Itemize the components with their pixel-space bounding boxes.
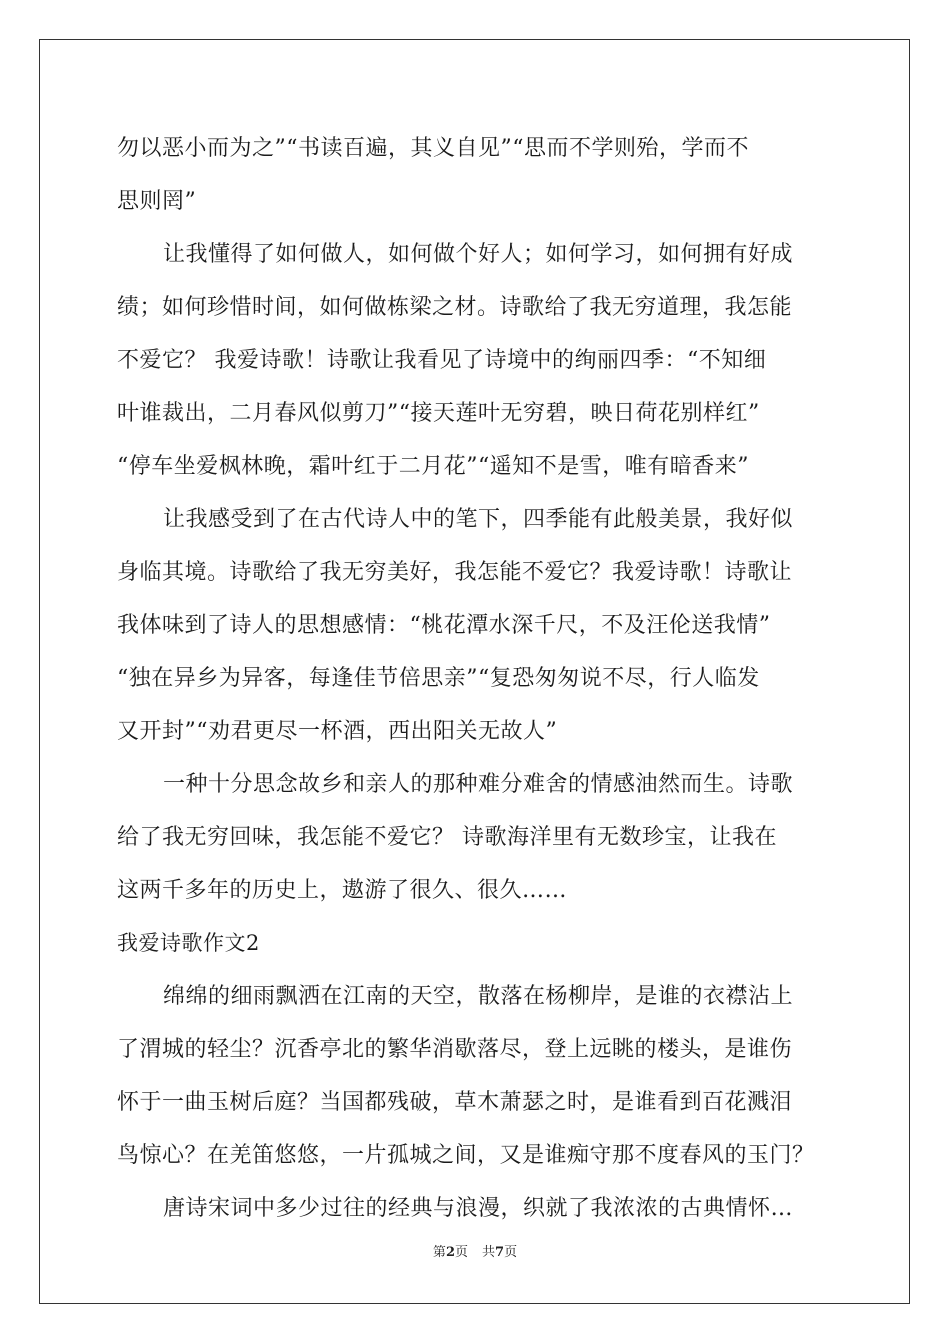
paragraph-start-line: 绵绵的细雨飘洒在江南的天空，散落在杨柳岸，是谁的衣襟沾上 (163, 984, 794, 1009)
footer-prefix: 第 (432, 1245, 446, 1260)
text-line: 我体味到了诗人的思想感情：“桃花潭水深千尺，不及汪伦送我情” (117, 613, 771, 638)
section-heading: 我爱诗歌作文2 (117, 931, 260, 955)
paragraph-start-line: 让我懂得了如何做人，如何做个好人；如何学习，如何拥有好成 (163, 242, 794, 267)
paragraph-start-line: 唐诗宋词中多少过往的经典与浪漫，织就了我浓浓的古典情怀… (163, 1196, 794, 1221)
text-line: 又开封”“劝君更尽一杯酒，西出阳关无故人” (117, 719, 558, 744)
text-line: 身临其境。诗歌给了我无穷美好，我怎能不爱它？我爱诗歌！诗歌让 (117, 560, 793, 585)
text-line: “独在异乡为异客，每逢佳节倍思亲”“复恐匆匆说不尽，行人临发 (117, 666, 760, 691)
text-line: 思则罔” (117, 189, 197, 214)
text-line: 了渭城的轻尘？沉香亭北的繁华消歇落尽，登上远眺的楼头，是谁伤 (117, 1037, 793, 1062)
document-body (117, 122, 847, 1235)
text-line: 怀于一曲玉树后庭？当国都残破，草木萧瑟之时，是谁看到百花溅泪 (117, 1090, 793, 1115)
text-line: “停车坐爱枫林晚，霜叶红于二月花”“遥知不是雪，唯有暗香来” (117, 454, 749, 479)
footer-page-suffix: 页 (454, 1245, 468, 1260)
text-line: 绩；如何珍惜时间，如何做栋梁之材。诗歌给了我无穷道理，我怎能 (117, 295, 793, 320)
footer-total-suffix: 页 (504, 1245, 518, 1260)
text-line: 不爱它？ 我爱诗歌！诗歌让我看见了诗境中的绚丽四季：“不知细 (117, 348, 767, 373)
paragraph-start-line: 让我感受到了在古代诗人中的笔下，四季能有此般美景，我好似 (163, 507, 794, 532)
footer-total-prefix: 共 (482, 1245, 496, 1260)
text-line: 这两千多年的历史上，遨游了很久、很久…… (117, 878, 568, 903)
text-line: 鸟惊心？在羌笛悠悠，一片孤城之间，又是谁痴守那不度春风的玉门？ (117, 1143, 815, 1168)
current-page-number: 2 (445, 1245, 455, 1260)
text-line: 给了我无穷回味，我怎能不爱它？ 诗歌海洋里有无数珍宝，让我在 (117, 825, 777, 850)
page-footer (0, 1243, 950, 1263)
paragraph-start-line: 一种十分思念故乡和亲人的那种难分难舍的情感油然而生。诗歌 (163, 772, 794, 797)
text-line: 勿以恶小而为之”“书读百遍，其义自见”“思而不学则殆，学而不 (117, 136, 749, 161)
total-pages-number: 7 (495, 1245, 505, 1260)
text-line: 叶谁裁出，二月春风似剪刀”“接天莲叶无穷碧，映日荷花别样红” (117, 401, 760, 426)
